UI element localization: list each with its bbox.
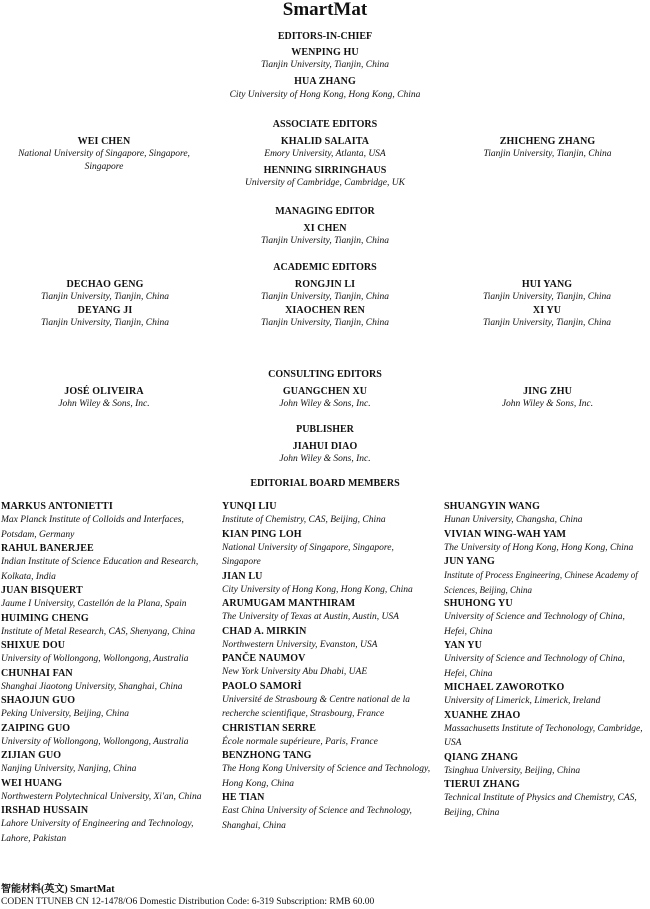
associate-editor-affiliation: Emory University, Atlanta, USA bbox=[264, 149, 386, 159]
board-member bbox=[1, 542, 213, 584]
board-member bbox=[1, 694, 213, 722]
board-member bbox=[222, 625, 434, 653]
board-member-name: SHAOJUN GUO bbox=[1, 695, 76, 706]
board-member-name: SHUANGYIN WANG bbox=[444, 501, 540, 512]
publisher-affiliation: John Wiley & Sons, Inc. bbox=[279, 454, 371, 464]
board-member-name: JUAN BISQUERT bbox=[1, 585, 83, 596]
board-member-name: CHRISTIAN SERRE bbox=[222, 722, 317, 734]
academic-editors-column-2 bbox=[260, 278, 390, 330]
academic-editor-affiliation: Tianjin University, Tianjin, China bbox=[482, 318, 611, 328]
board-member bbox=[444, 778, 650, 820]
board-member-affiliation: New York University Abu Dhabi, UAE bbox=[222, 667, 368, 677]
associate-editor-affiliation: University of Cambridge, Cambridge, UK bbox=[245, 178, 405, 188]
board-member-name: JUN YANG bbox=[444, 556, 495, 567]
board-member-affiliation: Peking University, Beijing, China bbox=[1, 709, 129, 719]
coden-line: CODEN TTUNEB CN 12-1478/O6 Domestic Distribution Code: 6-319 Subscription: RMB 60.00 bbox=[1, 897, 375, 907]
board-member-name: VIVIAN WING-WAH YAM bbox=[444, 528, 567, 540]
board-member-affiliation: Institute of Process Engineering, Chinese Academy of Sciences, Beijing, China bbox=[444, 570, 638, 595]
board-member-affiliation: Max Planck Institute of Colloids and Interfaces, Potsdam, Germany bbox=[1, 515, 184, 540]
board-member-name: HUIMING CHENG bbox=[1, 612, 89, 624]
board-member bbox=[444, 639, 650, 681]
board-member bbox=[222, 722, 434, 750]
editorial-board-column-1 bbox=[1, 500, 213, 846]
academic-editor-name: HUI YANG bbox=[521, 279, 573, 290]
board-member-name: MICHAEL ZAWOROTKO bbox=[444, 682, 565, 693]
associate-editor-name: HENNING SIRRINGHAUS bbox=[263, 165, 387, 176]
consulting-editors-heading: CONSULTING EDITORS bbox=[268, 369, 382, 380]
consulting-editor-name: GUANGCHEN XU bbox=[282, 386, 368, 397]
board-member-affiliation: University of Science and Technology of China, Hefei, China bbox=[444, 612, 625, 637]
board-member-affiliation: The University of Texas at Austin, Austin, USA bbox=[222, 612, 399, 622]
journal-chinese-title: 智能材料(英文) SmartMat bbox=[1, 884, 115, 895]
associate-editor-name: KHALID SALAITA bbox=[280, 136, 370, 147]
editors-in-chief-heading: EDITORS-IN-CHIEF bbox=[277, 31, 373, 42]
associate-editor-name: ZHICHENG ZHANG bbox=[499, 136, 596, 147]
associate-editors-heading: ASSOCIATE EDITORS bbox=[272, 119, 378, 130]
board-member-affiliation: Shanghai Jiaotong University, Shanghai, China bbox=[1, 681, 183, 692]
board-member-name: ARUMUGAM MANTHIRAM bbox=[222, 598, 356, 609]
academic-editors-column-1 bbox=[40, 278, 170, 330]
board-member-name: PANČE NAUMOV bbox=[222, 653, 306, 664]
board-member-name: JIAN LU bbox=[222, 570, 263, 582]
board-member bbox=[1, 639, 213, 667]
board-member-name: CHAD A. MIRKIN bbox=[222, 625, 307, 637]
board-member-name: KIAN PING LOH bbox=[222, 528, 302, 540]
board-member-affiliation: Hunan University, Changsha, China bbox=[444, 515, 583, 525]
board-member-affiliation: Université de Strasbourg & Centre national de la recherche scientifique, Strasbourg, France bbox=[222, 694, 410, 719]
academic-editor-name: XIAOCHEN REN bbox=[285, 305, 365, 316]
board-member-name: YAN YU bbox=[444, 640, 482, 651]
board-member bbox=[1, 500, 213, 542]
board-member-affiliation: National University of Singapore, Singapore, Singapore bbox=[222, 542, 394, 567]
associate-editor-name: WEI CHEN bbox=[77, 136, 131, 147]
board-member-affiliation: Indian Institute of Science Education and Research, Kolkata, India bbox=[1, 557, 199, 582]
academic-editor-affiliation: Tianjin University, Tianjin, China bbox=[260, 292, 389, 302]
board-member-name: HE TIAN bbox=[222, 792, 265, 803]
managing-editor-name: XI CHEN bbox=[303, 223, 347, 234]
academic-editor-affiliation: Tianjin University, Tianjin, China bbox=[482, 292, 611, 302]
board-member bbox=[1, 584, 213, 612]
board-member-affiliation: East China University of Science and Technology, Shanghai, China bbox=[222, 806, 412, 831]
associate-editor-affiliation: Tianjin University, Tianjin, China bbox=[483, 149, 612, 159]
board-member bbox=[444, 555, 650, 597]
board-member bbox=[1, 722, 213, 750]
consulting-editor-affiliation: John Wiley & Sons, Inc. bbox=[501, 399, 594, 409]
managing-editor-heading: MANAGING EDITOR bbox=[275, 206, 375, 217]
board-member-affiliation: Institute of Chemistry, CAS, Beijing, China bbox=[222, 515, 386, 525]
board-member-affiliation: University of Wollongong, Wollongong, Australia bbox=[1, 654, 189, 664]
publisher-heading: PUBLISHER bbox=[296, 424, 354, 435]
board-member bbox=[222, 652, 434, 680]
board-member-name: IRSHAD HUSSAIN bbox=[1, 805, 89, 816]
managing-editor-affiliation: Tianjin University, Tianjin, China bbox=[260, 236, 389, 246]
editorial-board-column-2 bbox=[222, 500, 434, 833]
academic-editor-name: RONGJIN LI bbox=[294, 279, 356, 290]
board-member-name: WEI HUANG bbox=[1, 777, 63, 789]
board-member-name: ZAIPING GUO bbox=[1, 722, 71, 734]
board-member-affiliation: University of Science and Technology of China, Hefei, China bbox=[444, 654, 625, 679]
consulting-editor bbox=[0, 385, 208, 411]
academic-editor-name: DEYANG JI bbox=[77, 305, 133, 316]
journal-title: SmartMat bbox=[282, 0, 368, 20]
academic-editor-name: DECHAO GENG bbox=[66, 279, 144, 290]
board-member bbox=[222, 680, 434, 722]
board-member bbox=[1, 804, 213, 846]
associate-editor-affiliation: National University of Singapore, Singapore, Singapore bbox=[18, 149, 190, 172]
editor-in-chief-name: HUA ZHANG bbox=[294, 76, 356, 87]
consulting-editor-affiliation: John Wiley & Sons, Inc. bbox=[58, 399, 150, 409]
consulting-editor-name: JOSÉ OLIVEIRA bbox=[64, 386, 144, 397]
board-member-affiliation: Nanjing University, Nanjing, China bbox=[1, 764, 137, 774]
associate-editor-left bbox=[0, 135, 208, 174]
editorial-board-heading: EDITORIAL BOARD MEMBERS bbox=[250, 478, 400, 489]
board-member bbox=[1, 777, 213, 805]
board-member-affiliation: The Hong Kong University of Science and Technology, Hong Kong, China bbox=[222, 764, 431, 789]
board-member-name: MARKUS ANTONIETTI bbox=[1, 501, 113, 512]
board-member-name: TIERUI ZHANG bbox=[444, 779, 520, 790]
board-member-name: ZIJIAN GUO bbox=[1, 750, 62, 761]
board-member bbox=[444, 528, 650, 556]
board-member bbox=[222, 500, 434, 528]
board-member-affiliation: Massachusetts Institute of Techonology, Cambridge, USA bbox=[444, 723, 643, 748]
associate-editors-middle bbox=[215, 135, 435, 190]
board-member bbox=[222, 570, 434, 598]
board-member-name: XUANHE ZHAO bbox=[444, 709, 521, 721]
editorial-board-column-3 bbox=[444, 500, 650, 820]
board-member-name: CHUNHAI FAN bbox=[1, 667, 73, 679]
associate-editor-right bbox=[445, 135, 650, 161]
consulting-editor bbox=[445, 385, 650, 411]
board-member bbox=[1, 667, 213, 695]
board-member-affiliation: University of Limerick, Limerick, Ireland bbox=[444, 696, 601, 706]
board-member-affiliation: Lahore University of Engineering and Technology, Lahore, Pakistan bbox=[1, 819, 194, 844]
academic-editor-name: XI YU bbox=[532, 305, 562, 316]
board-member bbox=[222, 597, 434, 625]
board-member-affiliation: Tsinghua University, Beijing, China bbox=[444, 765, 581, 776]
board-member-affiliation: Technical Institute of Physics and Chemistry, CAS, Beijing, China bbox=[444, 793, 637, 818]
board-member-affiliation: École normale supérieure, Paris, France bbox=[222, 736, 378, 747]
academic-editor-affiliation: Tianjin University, Tianjin, China bbox=[260, 318, 389, 328]
editor-in-chief-affiliation: City University of Hong Kong, Hong Kong, China bbox=[229, 90, 421, 100]
board-member-name: BENZHONG TANG bbox=[222, 750, 312, 761]
board-member-name: RAHUL BANERJEE bbox=[1, 543, 94, 554]
board-member bbox=[444, 709, 650, 751]
board-member bbox=[444, 681, 650, 709]
academic-editor-affiliation: Tianjin University, Tianjin, China bbox=[40, 318, 169, 328]
consulting-editor bbox=[215, 385, 435, 411]
board-member-affiliation: Northwestern Polytechnical University, Xi'an, China bbox=[1, 791, 202, 802]
publisher-name: JIAHUI DIAO bbox=[292, 441, 358, 452]
consulting-editor-affiliation: John Wiley & Sons, Inc. bbox=[279, 399, 371, 409]
board-member bbox=[222, 749, 434, 791]
board-member-name: SHUHONG YU bbox=[444, 598, 513, 609]
board-member bbox=[444, 597, 650, 639]
board-member-name: YUNQI LIU bbox=[222, 501, 277, 512]
board-member bbox=[444, 500, 650, 528]
board-member-affiliation: Jaume I University, Castellón de la Plana, Spain bbox=[1, 599, 187, 609]
academic-editors-heading: ACADEMIC EDITORS bbox=[273, 262, 377, 273]
board-member-name: PAOLO SAMORÌ bbox=[222, 680, 302, 692]
board-member-name: SHIXUE DOU bbox=[1, 640, 66, 651]
board-member-affiliation: City University of Hong Kong, Hong Kong, China bbox=[222, 584, 413, 595]
editor-in-chief-affiliation: Tianjin University, Tianjin, China bbox=[260, 60, 389, 70]
board-member bbox=[1, 749, 213, 777]
board-member-name: QIANG ZHANG bbox=[444, 751, 519, 763]
board-member-affiliation: University of Wollongong, Wollongong, Australia bbox=[1, 736, 189, 747]
board-member bbox=[444, 751, 650, 779]
board-member bbox=[222, 791, 434, 833]
academic-editors-column-3 bbox=[482, 278, 612, 330]
board-member-affiliation: The University of Hong Kong, Hong Kong, China bbox=[444, 542, 634, 553]
board-member-affiliation: Northwestern University, Evanston, USA bbox=[222, 639, 378, 650]
board-member bbox=[222, 528, 434, 570]
editor-in-chief-name: WENPING HU bbox=[291, 47, 359, 58]
academic-editor-affiliation: Tianjin University, Tianjin, China bbox=[40, 292, 169, 302]
board-member-affiliation: Institute of Metal Research, CAS, Shenyang, China bbox=[1, 626, 196, 637]
board-member bbox=[1, 612, 213, 640]
consulting-editor-name: JING ZHU bbox=[523, 386, 572, 397]
